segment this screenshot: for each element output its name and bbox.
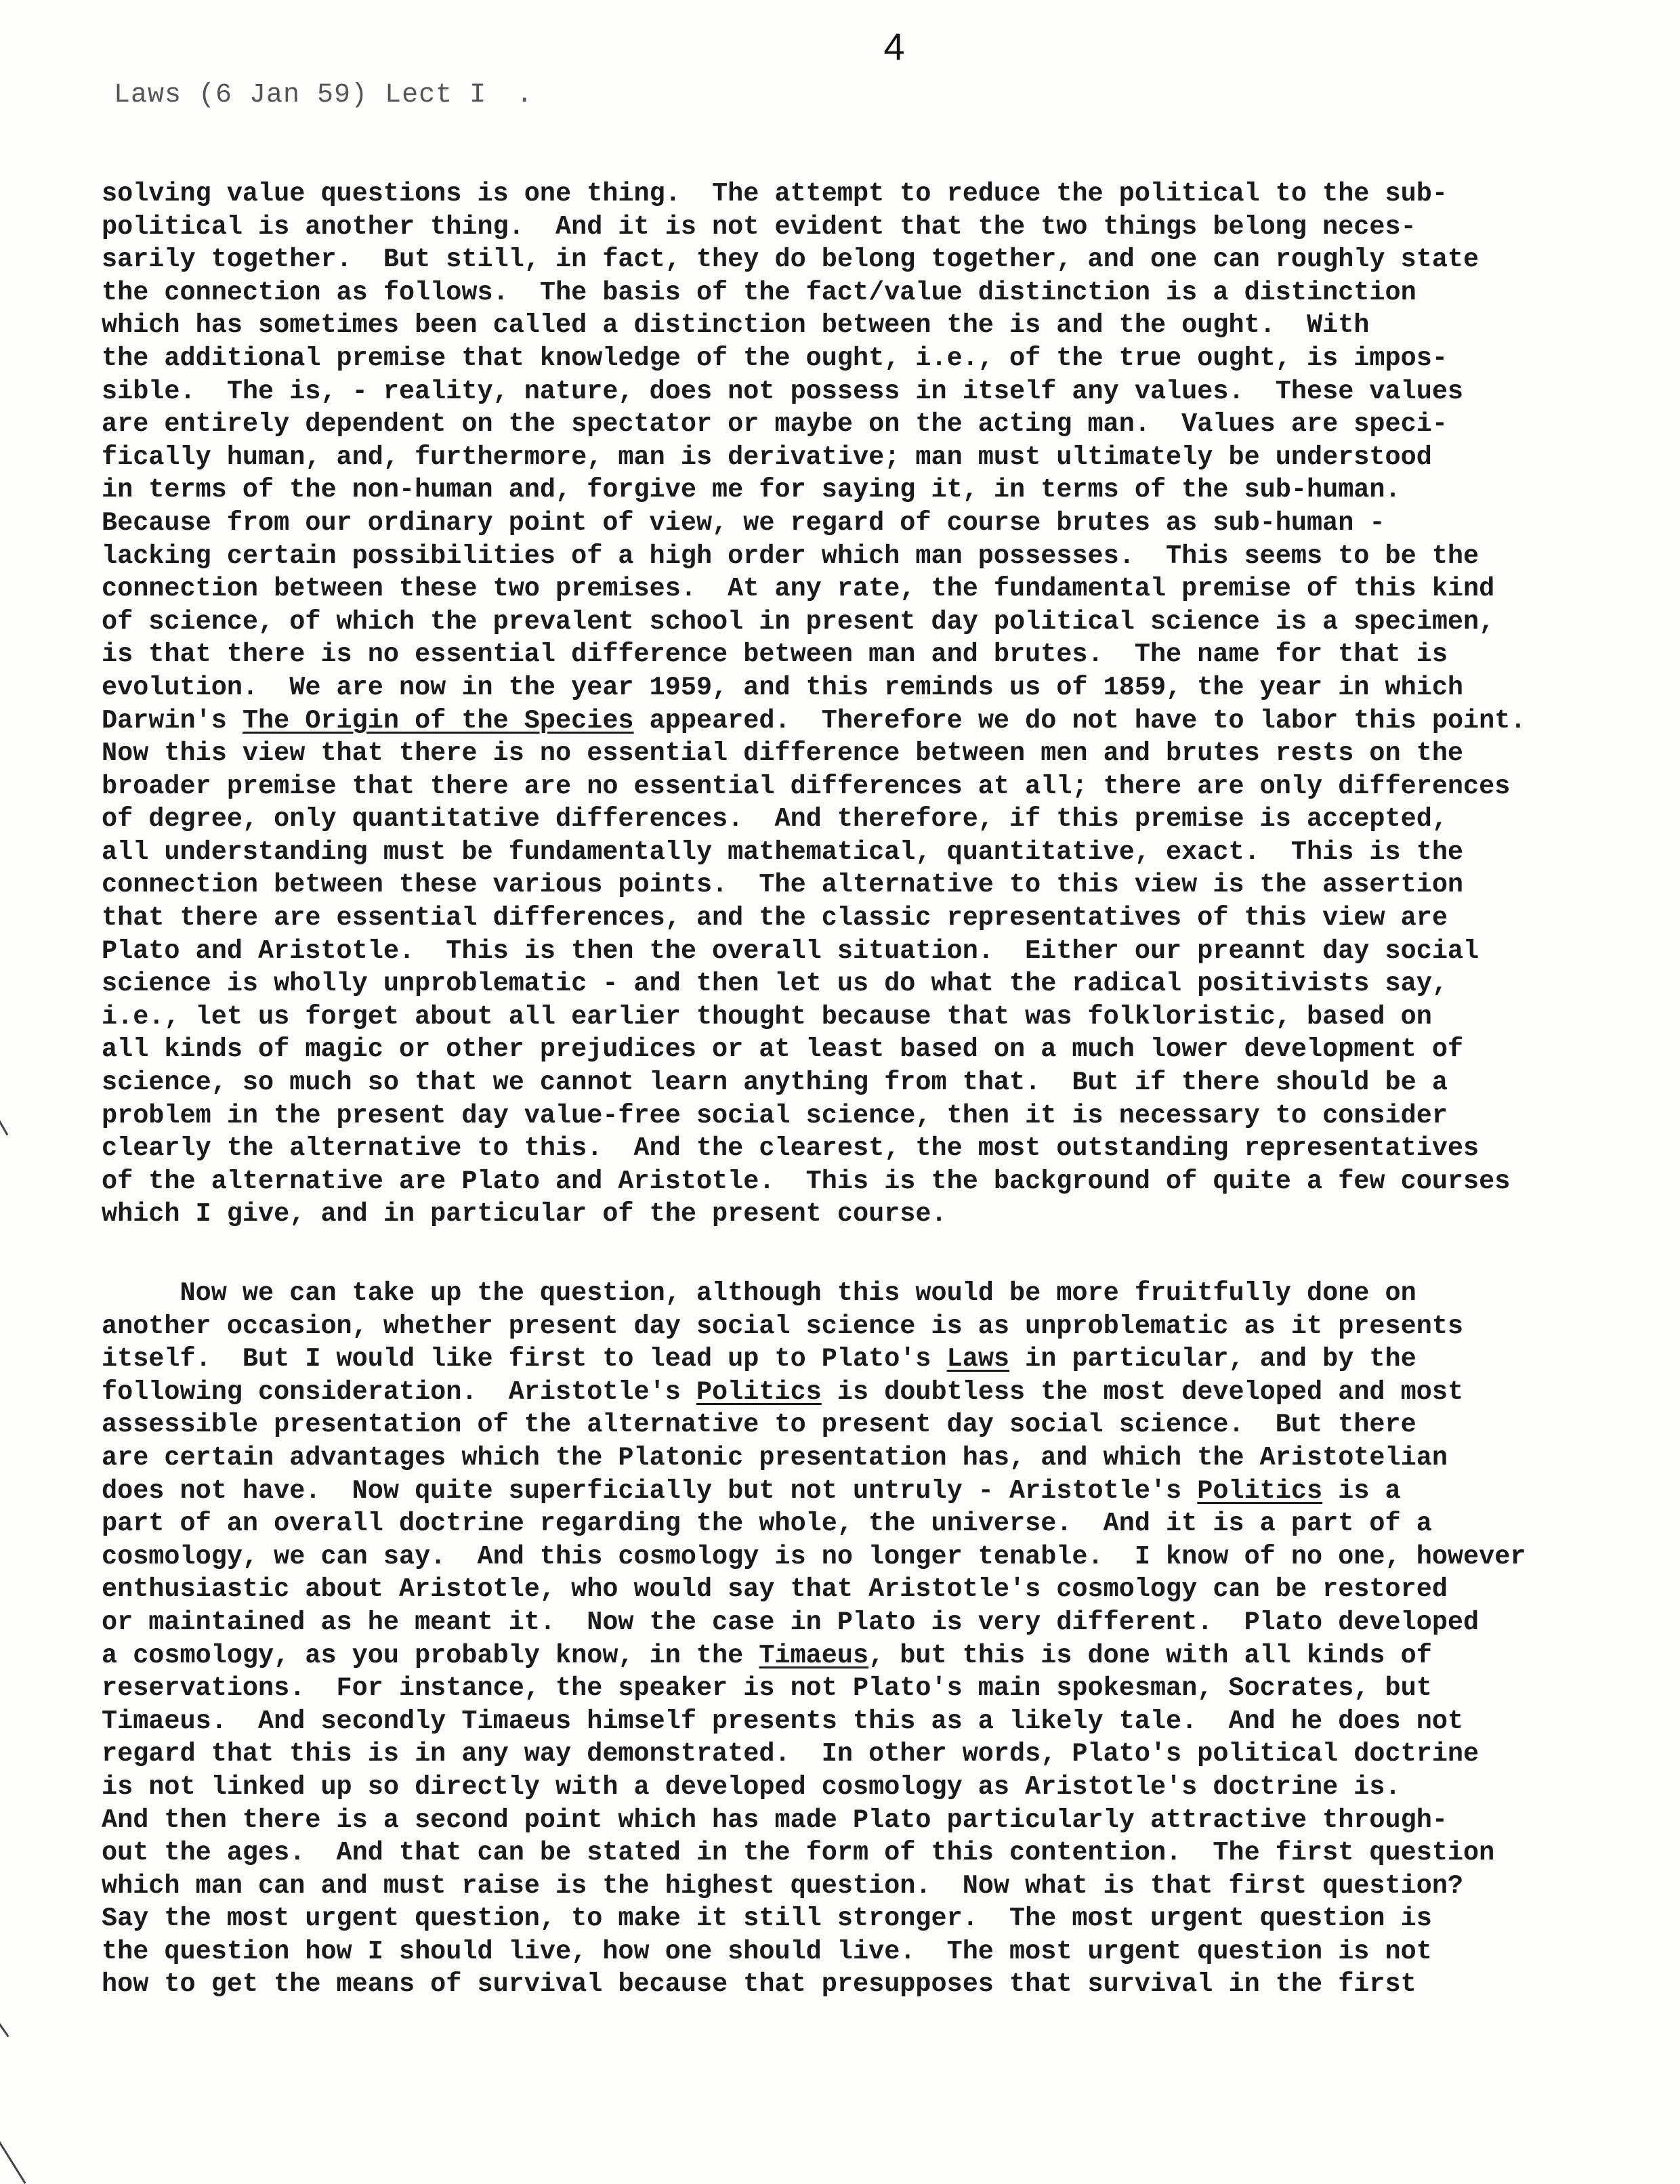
- text-run: i.e., let us forget about all earlier thought because that was folkloristic, based on: [102, 1001, 1432, 1032]
- text-run: of science, of which the prevalent school in present day political science is a specimen,: [102, 606, 1495, 637]
- text-run: that there are essential differences, and the classic representatives of this view are: [102, 903, 1448, 933]
- text-run: a cosmology, as you probably know, in the: [102, 1640, 759, 1671]
- margin-corner-mark: [0, 2131, 26, 2184]
- underlined-title: Timaeus: [759, 1640, 869, 1671]
- text-run: part of an overall doctrine regarding the whole, the universe. And it is a part of a: [102, 1509, 1432, 1539]
- text-run: reservations. For instance, the speaker is not Plato's main spokesman, Socrates, but: [102, 1673, 1432, 1704]
- text-line: [102, 1836, 1619, 1870]
- text-line: [102, 1408, 1619, 1442]
- text-line: [102, 1507, 1619, 1540]
- text-run: appeared. Therefore we do not have to labor this point.: [633, 705, 1526, 736]
- text-run: sible. The is, - reality, nature, does not possess in itself any values. These values: [102, 376, 1464, 406]
- text-line: [102, 1573, 1619, 1606]
- text-run: is a: [1322, 1475, 1401, 1506]
- text-line: [102, 902, 1619, 935]
- text-line: [102, 1705, 1619, 1738]
- text-run: all kinds of magic or other prejudices or at least based on a much lower development of: [102, 1034, 1464, 1065]
- text-run: following consideration. Aristotle's: [102, 1377, 696, 1407]
- text-run: connection between these various points. The alternative to this view is the assertion: [102, 870, 1464, 900]
- text-line: [102, 1198, 1619, 1231]
- text-line: [102, 309, 1619, 342]
- text-run: all understanding must be fundamentally mathematical, quantitative, exact. This is the: [102, 837, 1464, 867]
- text-run: , but this is done with all kinds of: [868, 1640, 1432, 1671]
- text-run: is not linked up so directly with a developed cosmology as Aristotle's doctrine is.: [102, 1771, 1401, 1802]
- text-line: [102, 408, 1619, 441]
- text-run: does not have. Now quite superficially but not untruly - Aristotle's: [102, 1475, 1198, 1506]
- text-line: [102, 1442, 1619, 1475]
- text-run: sarily together. But still, in fact, they do belong together, and one can roughly state: [102, 245, 1479, 275]
- text-run: of degree, only quantitative differences. And therefore, if this premise is accepted,: [102, 804, 1448, 835]
- text-run: in particular, and by the: [1009, 1344, 1416, 1374]
- text-run: which man can and must raise is the highest question. Now what is that first question?: [102, 1870, 1464, 1901]
- text-run: Say the most urgent question, to make it still stronger. The most urgent question is: [102, 1904, 1432, 1934]
- text-run: Timaeus. And secondly Timaeus himself presents this as a likely tale. And he does not: [102, 1706, 1464, 1736]
- text-line: [102, 1277, 1619, 1310]
- text-line: [102, 474, 1619, 507]
- text-line: [102, 276, 1619, 310]
- text-line: [102, 935, 1619, 968]
- text-line: [102, 737, 1619, 770]
- text-run: cosmology, we can say. And this cosmology is no longer tenable. I know of no one, however: [102, 1541, 1526, 1572]
- text-line: [102, 342, 1619, 375]
- text-run: is that there is no essential difference between man and brutes. The name for that is: [102, 639, 1448, 670]
- text-line: [102, 1672, 1619, 1705]
- text-run: science is wholly unproblematic - and then let us do what the radical positivists say,: [102, 969, 1448, 999]
- text-run: enthusiastic about Aristotle, who would say that Aristotle's cosmology can be restored: [102, 1574, 1448, 1605]
- underlined-title: Politics: [1197, 1475, 1323, 1506]
- text-line: [102, 1310, 1619, 1343]
- text-line: [102, 1475, 1619, 1508]
- text-run: is doubtless the most developed and most: [821, 1377, 1464, 1407]
- text-run: lacking certain possibilities of a high order which man possesses. This seems to be the: [102, 541, 1479, 571]
- text-line: [102, 1968, 1619, 2001]
- text-run: how to get the means of survival because that presupposes that survival in the first: [102, 1969, 1416, 2000]
- text-line: [102, 441, 1619, 474]
- text-line: [102, 1606, 1619, 1639]
- text-run: Because from our ordinary point of view, we regard of course brutes as sub-human -: [102, 507, 1385, 538]
- running-head-title: Laws (6 Jan 59) Lect I: [114, 80, 487, 110]
- text-line: [102, 1132, 1619, 1165]
- running-head-mark: .: [516, 80, 534, 110]
- body-text: [102, 177, 1619, 2001]
- text-run: clearly the alternative to this. And the clearest, the most outstanding representatives: [102, 1133, 1479, 1164]
- text-run: which has sometimes been called a distinction between the is and the ought. With: [102, 310, 1370, 341]
- underlined-title: Politics: [696, 1377, 822, 1407]
- page-number: 4: [883, 25, 905, 68]
- text-line: [102, 1066, 1619, 1099]
- text-line: [102, 572, 1619, 606]
- text-line: [102, 375, 1619, 408]
- text-line: [102, 1738, 1619, 1771]
- text-run: Plato and Aristotle. This is then the overall situation. Either our preannt day social: [102, 936, 1479, 966]
- text-line: [102, 1343, 1619, 1376]
- underlined-title: Laws: [946, 1344, 1010, 1374]
- paragraph: [102, 177, 1619, 1231]
- text-line: [102, 1639, 1619, 1673]
- text-line: [102, 1001, 1619, 1034]
- text-line: [102, 1165, 1619, 1198]
- text-run: political is another thing. And it is not evident that the two things belong neces-: [102, 211, 1416, 242]
- text-line: [102, 507, 1619, 540]
- text-run: the question how I should live, how one should live. The most urgent question is not: [102, 1936, 1432, 1967]
- text-line: [102, 1902, 1619, 1935]
- text-run: in terms of the non-human and, forgive me for saying it, in terms of the sub-human.: [102, 475, 1401, 505]
- underlined-title: The Origin of the Species: [242, 705, 634, 736]
- text-line: [102, 177, 1619, 211]
- text-line: [102, 705, 1619, 738]
- margin-tick-mark: [0, 2015, 9, 2038]
- text-line: [102, 967, 1619, 1001]
- text-line: [102, 1804, 1619, 1837]
- text-run: science, so much so that we cannot learn anything from that. But if there should be a: [102, 1068, 1448, 1098]
- text-line: [102, 671, 1619, 705]
- text-run: solving value questions is one thing. The attempt to reduce the political to the sub-: [102, 179, 1448, 209]
- text-run: or maintained as he meant it. Now the case in Plato is very different. Plato developed: [102, 1607, 1479, 1637]
- text-run: fically human, and, furthermore, man is derivative; man must ultimately be understood: [102, 442, 1432, 472]
- text-run: the connection as follows. The basis of the fact/value distinction is a distinction: [102, 277, 1416, 308]
- text-run: another occasion, whether present day social science is as unproblematic as it presents: [102, 1311, 1464, 1341]
- text-line: [102, 1771, 1619, 1804]
- text-run: Now this view that there is no essential difference between men and brutes rests on the: [102, 738, 1464, 769]
- text-line: [102, 868, 1619, 902]
- text-run: itself. But I would like first to lead up to Plato's: [102, 1344, 947, 1374]
- text-run: are certain advantages which the Platonic presentation has, and which the Aristotelian: [102, 1442, 1448, 1473]
- text-run: the additional premise that knowledge of the ought, i.e., of the true ought, is impos-: [102, 343, 1448, 373]
- text-line: [102, 1870, 1619, 1903]
- text-line: [102, 836, 1619, 869]
- text-line: [102, 770, 1619, 803]
- paragraph: [102, 1277, 1619, 2001]
- text-line: [102, 638, 1619, 671]
- text-run: of the alternative are Plato and Aristotle. This is the background of quite a few courses: [102, 1166, 1511, 1196]
- text-line: [102, 803, 1619, 836]
- text-line: [102, 1540, 1619, 1574]
- text-run: are entirely dependent on the spectator or maybe on the acting man. Values are speci-: [102, 409, 1448, 440]
- text-line: [102, 1033, 1619, 1066]
- text-run: Darwin's: [102, 705, 243, 736]
- text-run: which I give, and in particular of the present course.: [102, 1199, 947, 1230]
- text-line: [102, 211, 1619, 244]
- text-run: And then there is a second point which has made Plato particularly attractive through-: [102, 1805, 1448, 1835]
- text-run: broader premise that there are no essential differences at all; there are only differences: [102, 771, 1511, 801]
- text-run: assessible presentation of the alternative to present day social science. But there: [102, 1410, 1416, 1440]
- text-run: regard that this is in any way demonstrated. In other words, Plato's political doctrine: [102, 1739, 1479, 1769]
- text-run: connection between these two premises. At any rate, the fundamental premise of this kind: [102, 574, 1495, 604]
- margin-tick-mark: [0, 1112, 8, 1135]
- text-run: out the ages. And that can be stated in the form of this contention. The first question: [102, 1838, 1495, 1868]
- running-head: [114, 80, 533, 110]
- text-line: [102, 1099, 1619, 1133]
- text-line: [102, 1935, 1619, 1969]
- text-line: [102, 243, 1619, 276]
- text-run: evolution. We are now in the year 1959, and this reminds us of 1859, the year in which: [102, 672, 1464, 702]
- text-run: problem in the present day value-free social science, then it is necessary to consider: [102, 1100, 1448, 1131]
- text-line: [102, 1376, 1619, 1409]
- text-line: [102, 540, 1619, 573]
- text-run: Now we can take up the question, although this would be more fruitfully done on: [102, 1278, 1416, 1308]
- text-line: [102, 606, 1619, 639]
